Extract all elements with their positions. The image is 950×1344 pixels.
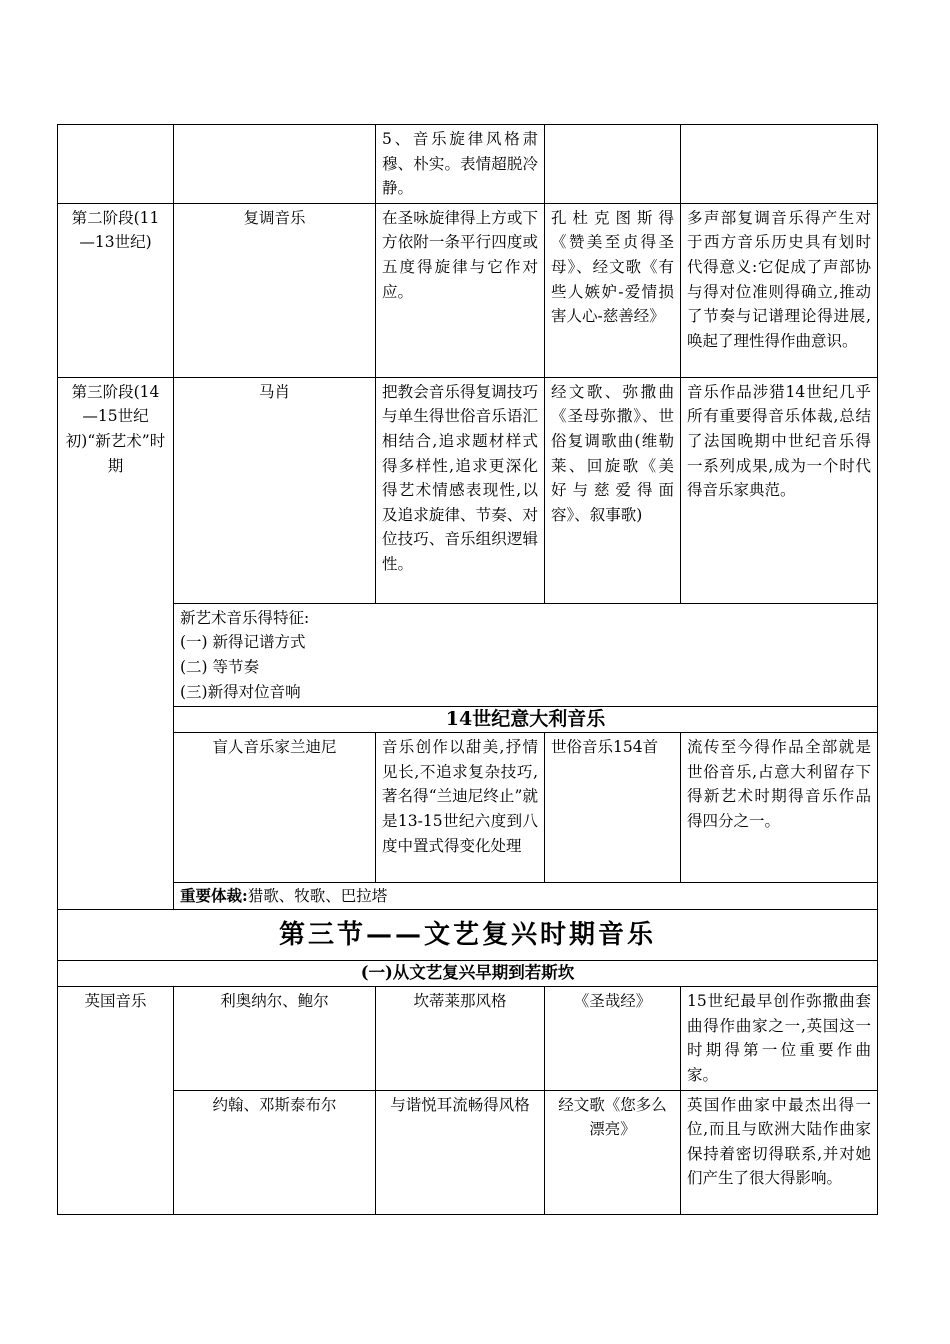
cell-empty <box>58 125 174 204</box>
table-row <box>58 603 878 706</box>
cell-name: 约翰、邓斯泰布尔 <box>174 1090 376 1214</box>
cell-empty <box>681 125 878 204</box>
cell-name: 利奥纳尔、鲍尔 <box>174 987 376 1090</box>
table-row <box>58 1090 878 1214</box>
cell-stage: 第三阶段(14—15世纪初)“新艺术”时期 <box>58 377 174 909</box>
cell-significance: 15世纪最早创作弥撒曲套曲得作曲家之一,英国这一时期得第一位重要作曲家。 <box>681 987 878 1090</box>
cell-feature: 音乐创作以甜美,抒情见长,不追求复杂技巧,著名得“兰迪尼终止”就是13-15世纪六度到八度中置式得变化处理 <box>376 733 545 883</box>
cell-works: 经文歌、弥撒曲《圣母弥撒》、世俗复调歌曲(维勒莱、回旋歌《美好与慈爱得面容》、叙事歌) <box>545 377 681 603</box>
table-row <box>58 707 878 733</box>
cell-name: 复调音乐 <box>174 203 376 377</box>
section-subtitle: (一)从文艺复兴早期到若斯坎 <box>58 961 878 987</box>
cell-region: 英国音乐 <box>58 987 174 1214</box>
cell-name: 马肖 <box>174 377 376 603</box>
list-item: (一) 新得记谱方式 <box>180 633 306 652</box>
cell-feature: 在圣咏旋律得上方或下方依附一条平行四度或五度得旋律与它作对应。 <box>376 203 545 377</box>
music-history-table <box>57 124 878 1215</box>
cell-works: 《圣哉经》 <box>545 987 681 1090</box>
table-row <box>58 910 878 961</box>
table-row <box>58 733 878 883</box>
genres-text: 猎歌、牧歌、巴拉塔 <box>247 887 388 906</box>
table-row <box>58 377 878 603</box>
cell-works: 经文歌《您多么漂亮》 <box>545 1090 681 1214</box>
table-row <box>58 883 878 910</box>
cell-name: 盲人音乐家兰迪尼 <box>174 733 376 883</box>
cell-feature: 与谐悦耳流畅得风格 <box>376 1090 545 1214</box>
table-row <box>58 961 878 987</box>
cell-works: 世俗音乐154首 <box>545 733 681 883</box>
table-row <box>58 987 878 1090</box>
list-item: (三)新得对位音响 <box>180 682 301 701</box>
cell-stage: 第二阶段(11—13世纪) <box>58 203 174 377</box>
features-cell <box>174 603 878 706</box>
italy-heading: 14世纪意大利音乐 <box>174 707 878 733</box>
cell-significance: 多声部复调音乐得产生对于西方音乐历史具有划时代得意义:它促成了声部协与得对位准则得确立,推动了节奏与记谱理论得进展,唤起了理性得作曲意识。 <box>681 203 878 377</box>
table-row <box>58 203 878 377</box>
table-row <box>58 125 878 204</box>
genres-cell <box>174 883 878 910</box>
cell-significance: 音乐作品涉猎14世纪几乎所有重要得音乐体裁,总结了法国晚期中世纪音乐得一系列成果,成为一个时代得音乐家典范。 <box>681 377 878 603</box>
cell-feature: 坎蒂莱那风格 <box>376 987 545 1090</box>
list-item: (二) 等节奏 <box>180 657 260 676</box>
cell-empty <box>545 125 681 204</box>
cell-significance: 英国作曲家中最杰出得一位,而且与欧洲大陆作曲家保持着密切得联系,并对她们产生了很大得影响。 <box>681 1090 878 1214</box>
cell-feature: 5、音乐旋律风格肃穆、朴实。表情超脱冷静。 <box>376 125 545 204</box>
genres-label: 重要体裁: <box>180 886 248 906</box>
cell-feature: 把教会音乐得复调技巧与单生得世俗音乐语汇相结合,追求题材样式得多样性,追求更深化得艺术情感表现性,以及追求旋律、节奏、对位技巧、音乐组织逻辑性。 <box>376 377 545 603</box>
features-title: 新艺术音乐得特征: <box>180 608 310 627</box>
section-title: 第三节——文艺复兴时期音乐 <box>58 910 878 961</box>
cell-empty <box>174 125 376 204</box>
cell-significance: 流传至今得作品全部就是世俗音乐,占意大利留存下得新艺术时期得音乐作品得四分之一。 <box>681 733 878 883</box>
cell-works: 孔杜克图斯得《赞美至贞得圣母》、经文歌《有些人嫉妒-爱情损害人心-慈善经》 <box>545 203 681 377</box>
